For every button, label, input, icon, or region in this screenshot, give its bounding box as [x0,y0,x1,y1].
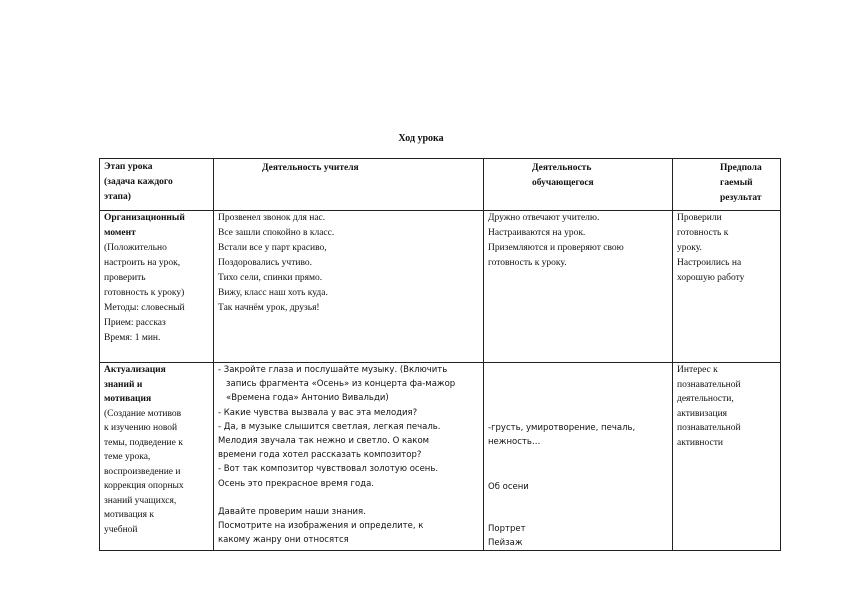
row2-student-season: Об осени [488,482,529,492]
row2-student-feelings: -грусть, умиротворение, печаль, нежность… [488,423,636,448]
header-teacher: Деятельность учителя [262,163,359,173]
header-student: Деятельность обучающегося [532,163,594,188]
header-stage: Этап урока (задача каждого этапа) [104,162,173,202]
row2-teacher: - Закройте глаза и послушайте музыку. (Включить запись фрагмента «Осень» из концерта фа-мажор «Времена года» Антонио Вивальди) - Какие чувства вызвала у вас эта мелодия? - Да, в музыке слышится светлая, легкая печаль. Мелодия звучала так нежно и светло. О каком времени года хотел рассказать композитор? - Вот так композитор чувствовал золотую осень. Осень это прекрасное время года. Давайте проверим наши знания. Посмотрите на изображения и определите, к какому жанру они относятся [218,365,456,546]
row2-result: Интерес к познавательной деятельности, активизация познавательной активности [677,365,741,448]
row1-result: Проверили готовность к уроку. Настроились на хорошую работу [677,213,745,283]
row1-teacher: Прозвенел звонок для нас. Все зашли спокойно в класс. Встали все у парт красиво, Поздоровались учтиво. Тихо сели, спинки прямо. Вижу, класс наш хоть куда. Так начнём урок, друзья! [218,213,335,313]
row1-student: Дружно отвечают учителю. Настраиваются на урок. Приземляются и проверяют свою готовность к уроку. [488,213,624,268]
page-title: Ход урока [398,133,444,144]
row2-student-genres: Портрет Пейзаж [488,524,526,548]
header-result: Предпола гаемый результат [720,163,762,203]
row2-stage: Актуализация знаний и мотивация (Создание мотивов к изучению новой темы, подведение к теме урока, воспроизведение и коррекция опорных знаний учащихся, мотивация к учебной [104,365,184,535]
row1-stage: Организационный момент (Положительно настроить на урок, проверить готовность к уроку) Методы: словесный Прием: рассказ Время: 1 мин. [104,213,185,343]
